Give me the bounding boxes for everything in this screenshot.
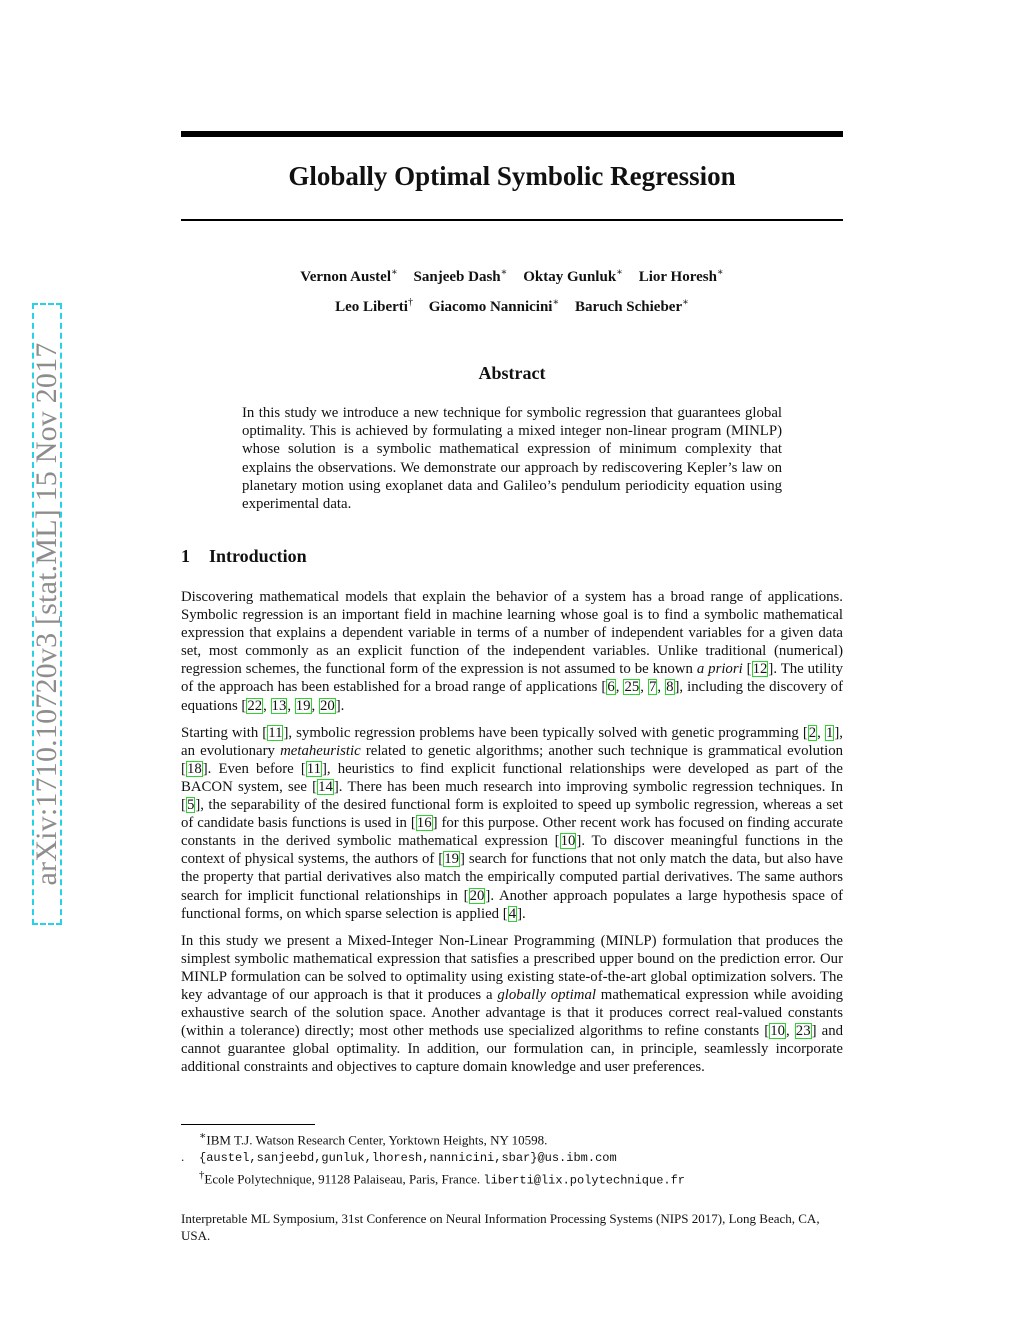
- text-run: ], an evolutionary: [181, 724, 843, 759]
- text-run: ] for this purpose. Other recent work has focused on finding accurate constants in the derived symbolic mathematical expression [: [181, 815, 843, 850]
- section-number: 1: [181, 546, 190, 566]
- citation-link[interactable]: 13: [271, 697, 287, 714]
- title-bottom-rule: [181, 219, 843, 221]
- section-title: Introduction: [209, 546, 307, 566]
- citation-link[interactable]: 16: [416, 815, 432, 832]
- citation-link[interactable]: 10: [770, 1023, 785, 1040]
- text-run: ,: [817, 724, 825, 741]
- author: Giacomo Nannicini∗: [428, 297, 560, 315]
- emphasis: a priori: [696, 661, 743, 678]
- citation-link[interactable]: 11: [268, 724, 283, 741]
- abstract-text: In this study we introduce a new technique for symbolic regression that guarantees global optimality. This is achieved by formulating a mixed integer non-linear program (MINLP) whose solution is a symbolic mathematical expression of minimum complexity that explains the observations. We demonstrate our approach by rediscovering Kepler’s law on planetary motion using exoplanet data and Galileo’s pendulum periodicity equation using experimental data.: [242, 405, 782, 513]
- author: Lior Horesh∗: [638, 267, 724, 285]
- citation-link[interactable]: 19: [444, 851, 460, 868]
- author: Sanjeeb Dash∗: [413, 267, 508, 285]
- author-list-row-1: [181, 267, 843, 286]
- emphasis: globally optimal: [497, 986, 596, 1003]
- footnotes: [181, 1128, 843, 1190]
- citation-link[interactable]: 23: [795, 1023, 811, 1040]
- arxiv-stamp: [32, 303, 62, 925]
- citation-link[interactable]: 12: [752, 661, 768, 678]
- arxiv-identifier: arXiv:1710.10720v3 [stat.ML] 15 Nov 2017: [30, 342, 63, 886]
- text-run: ,: [287, 697, 295, 714]
- citation-link[interactable]: 1: [825, 724, 834, 741]
- text-run: ,: [657, 679, 666, 696]
- citation-link[interactable]: 20: [469, 887, 485, 904]
- citation-link[interactable]: 2: [808, 724, 817, 741]
- text-run: ,: [615, 679, 624, 696]
- text-run: ]. There has been much research into improving symbolic regression techniques. In [: [181, 778, 843, 814]
- paper-title: Globally Optimal Symbolic Regression: [288, 161, 736, 191]
- footnote-rule: [181, 1124, 315, 1125]
- citation-link[interactable]: 25: [624, 679, 640, 696]
- text-run: ], the separability of the desired functional form is exploited to speed up symbolic regression, whereas a set of candidate basis functions is used in [: [181, 797, 843, 832]
- venue-note: Interpretable ML Symposium, 31st Conference on Neural Information Processing Systems (NIPS 2017), Long Beach, CA, USA.: [181, 1211, 820, 1243]
- text-run: Starting with [: [181, 724, 268, 741]
- citation-link[interactable]: 19: [295, 697, 311, 714]
- citation-link[interactable]: 14: [318, 778, 333, 795]
- author: Oktay Gunluk∗: [523, 267, 623, 285]
- citation-link[interactable]: 22: [247, 697, 263, 714]
- citation-link[interactable]: 20: [319, 697, 335, 714]
- citation-link[interactable]: 7: [648, 679, 657, 696]
- author: Baruch Schieber∗: [575, 297, 689, 315]
- text-run: ] and cannot guarantee global optimality. In addition, our formulation can, in principle, seamlessly incorporate additional constraints and objectives to capture domain knowledge and user preferences.: [181, 1023, 843, 1076]
- text-run: [: [742, 661, 752, 678]
- abstract-heading: Abstract: [478, 363, 546, 383]
- text-run: ]. To discover meaningful functions in the context of physical systems, the authors of [: [181, 833, 843, 868]
- section-heading: [181, 546, 307, 567]
- text-run: ,: [263, 697, 271, 714]
- text-run: ] search for functions that not only match the data, but also have the property that partial derivatives also match the empirically computed partial derivatives. The same authors search for implicit functional relationships in [: [181, 851, 843, 904]
- title-top-rule: [181, 131, 843, 137]
- text-run: ]. The utility of the approach has been established for a broad range of applications [: [181, 661, 843, 696]
- citation-link[interactable]: 5: [186, 797, 195, 814]
- email-link[interactable]: liberti@lix.polytechnique.fr: [483, 1173, 686, 1188]
- citation-link[interactable]: 11: [306, 760, 321, 777]
- paragraph: [181, 932, 843, 1077]
- text-run: related to genetic algorithms; another such technique is grammatical evolution [: [181, 742, 843, 777]
- paragraph: [181, 724, 843, 923]
- text-run: ,: [640, 679, 648, 696]
- text-run: ,: [785, 1023, 795, 1040]
- introduction-body: [181, 588, 843, 1085]
- citation-link[interactable]: 18: [186, 760, 202, 777]
- citation-link[interactable]: 8: [666, 679, 674, 696]
- author-list-row-2: [181, 297, 843, 316]
- text-run: ]. Even before [: [202, 760, 306, 777]
- text-run: ], heuristics to find explicit functional relationships were developed as part of the BACON system, see [: [181, 760, 844, 795]
- text-run: ]. Another approach populates a large hypothesis space of functional forms, on which sparse selection is applied [: [181, 887, 844, 922]
- text-run: ,: [311, 697, 319, 714]
- text-run: ].: [517, 905, 526, 922]
- citation-link[interactable]: 4: [508, 905, 517, 922]
- text-run: mathematical expression while avoiding exhaustive search of the solution space. Another advantage is that it produces correct real-valued constants (within a tolerance) directly; most other methods use specialized algorithms to refine constants [: [181, 986, 843, 1040]
- footnote-2: †Ecole Polytechnique, 91128 Palaiseau, Paris, France. liberti@lix.polytechnique.fr: [199, 1169, 686, 1188]
- citation-link[interactable]: 10: [560, 833, 576, 850]
- author: Vernon Austel∗: [300, 267, 398, 285]
- text-run: Discovering mathematical models that explain the behavior of a system has a broad range of applications. Symbolic regression is an important field in machine learning whose goal is to find a symbolic mathematical expression that explains a dependent variable in terms of a number of independent variables for a given data set, most commonly as an explicit function of the independent variables. Unlike traditional (numerical) regression schemes, the functional form of the expression is not assumed to be known: [181, 589, 843, 678]
- paragraph: [181, 588, 843, 715]
- citation-link[interactable]: 6: [607, 679, 615, 696]
- text-run: ], symbolic regression problems have been typically solved with genetic programming [: [283, 724, 808, 741]
- author: Leo Liberti†: [335, 297, 413, 315]
- emphasis: metaheuristic: [280, 742, 361, 759]
- footnote-1-emails: . {austel,sanjeebd,gunluk,lhoresh,nannicini,sbar}@us.ibm.com: [181, 1149, 617, 1166]
- footnote-1: ∗IBM T.J. Watson Research Center, Yorktown Heights, NY 10598.: [199, 1130, 548, 1148]
- text-run: ].: [335, 697, 345, 714]
- text-run: ], including the discovery of equations [: [181, 679, 844, 714]
- text-run: In this study we present a Mixed-Integer Non-Linear Programming (MINLP) formulation that produces the simplest symbolic mathematical expression that satisfies a prescribed upper bound on the prediction error. Our MINLP formulation can be solved to optimality using existing state-of-the-art global optimization solvers. The key advantage of our approach is that it produces a: [181, 932, 843, 1003]
